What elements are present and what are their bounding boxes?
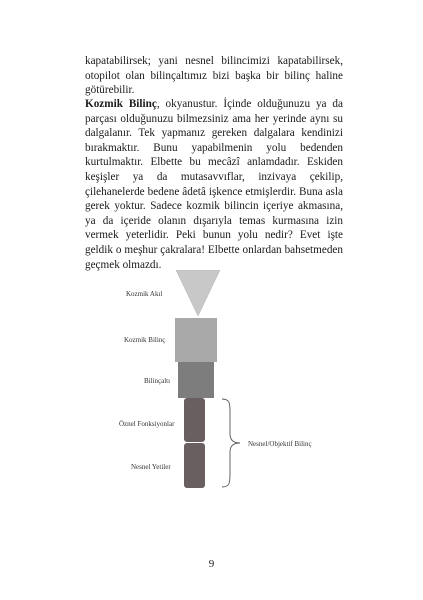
intro-paragraph: kapatabilirsek; yani nesnel bilincimizi kapatabilirsek, otopilot olan bilinçaltımız bizi başka bir bilinç haline götürebilir. xyxy=(85,55,343,97)
nesnel-yetiler-label: Nesnel Yetiler xyxy=(131,463,171,471)
kozmik-bilinc-block xyxy=(175,318,217,362)
kozmik-akil-funnel xyxy=(176,270,220,316)
bilincalti-label: Bilinçaltı xyxy=(144,377,171,385)
oznel-fonksiyonlar-block xyxy=(184,398,205,442)
main-paragraph-body: , okyanustur. İçinde olduğunuzu ya da parçası olduğunuzu bilmezsiniz ama her yerinde aynı su dalgalanır. Tek yapmanız gereken dalgalara kendinizi bırakmaktır. Bunu yapabilmenin yolu bedenden kurtulmaktır. Elbette bu mecâzî anlamdadır. Eskiden keşişler ya da mutasavvıflar, inzivaya çekilip, çilehanelerde bedene âdetâ işkence etmişlerdir. Buna asla gerek yoktur. Sadece kozmik bilincin içeriye akmasına, ya da içeride olanın dışarıyla temas kurmasına izin vermek yeterlidir. Peki bunun yolu nedir? Evet işte geldik o meşhur çakralara! Elbette onlardan bahsetmeden geçmek olmazdı. xyxy=(85,98,343,271)
oznel-fonksiyonlar-label: Öznel Fonksiyonlar xyxy=(119,420,175,428)
bilincalti-block xyxy=(178,362,214,398)
nesnel-yetiler-block xyxy=(184,443,205,488)
kozmik-bilinc-heading: Kozmik Bilinç xyxy=(85,98,157,110)
kozmik-bilinc-label: Kozmik Bilinç xyxy=(124,336,166,344)
main-paragraph xyxy=(85,97,343,272)
kozmik-akil-label: Kozmik Akıl xyxy=(126,290,163,298)
nesnel-objektif-bilinc-label: Nesnel/Objektif Bilinç xyxy=(248,440,312,448)
page-number: 9 xyxy=(208,558,215,570)
curly-brace xyxy=(220,398,242,488)
